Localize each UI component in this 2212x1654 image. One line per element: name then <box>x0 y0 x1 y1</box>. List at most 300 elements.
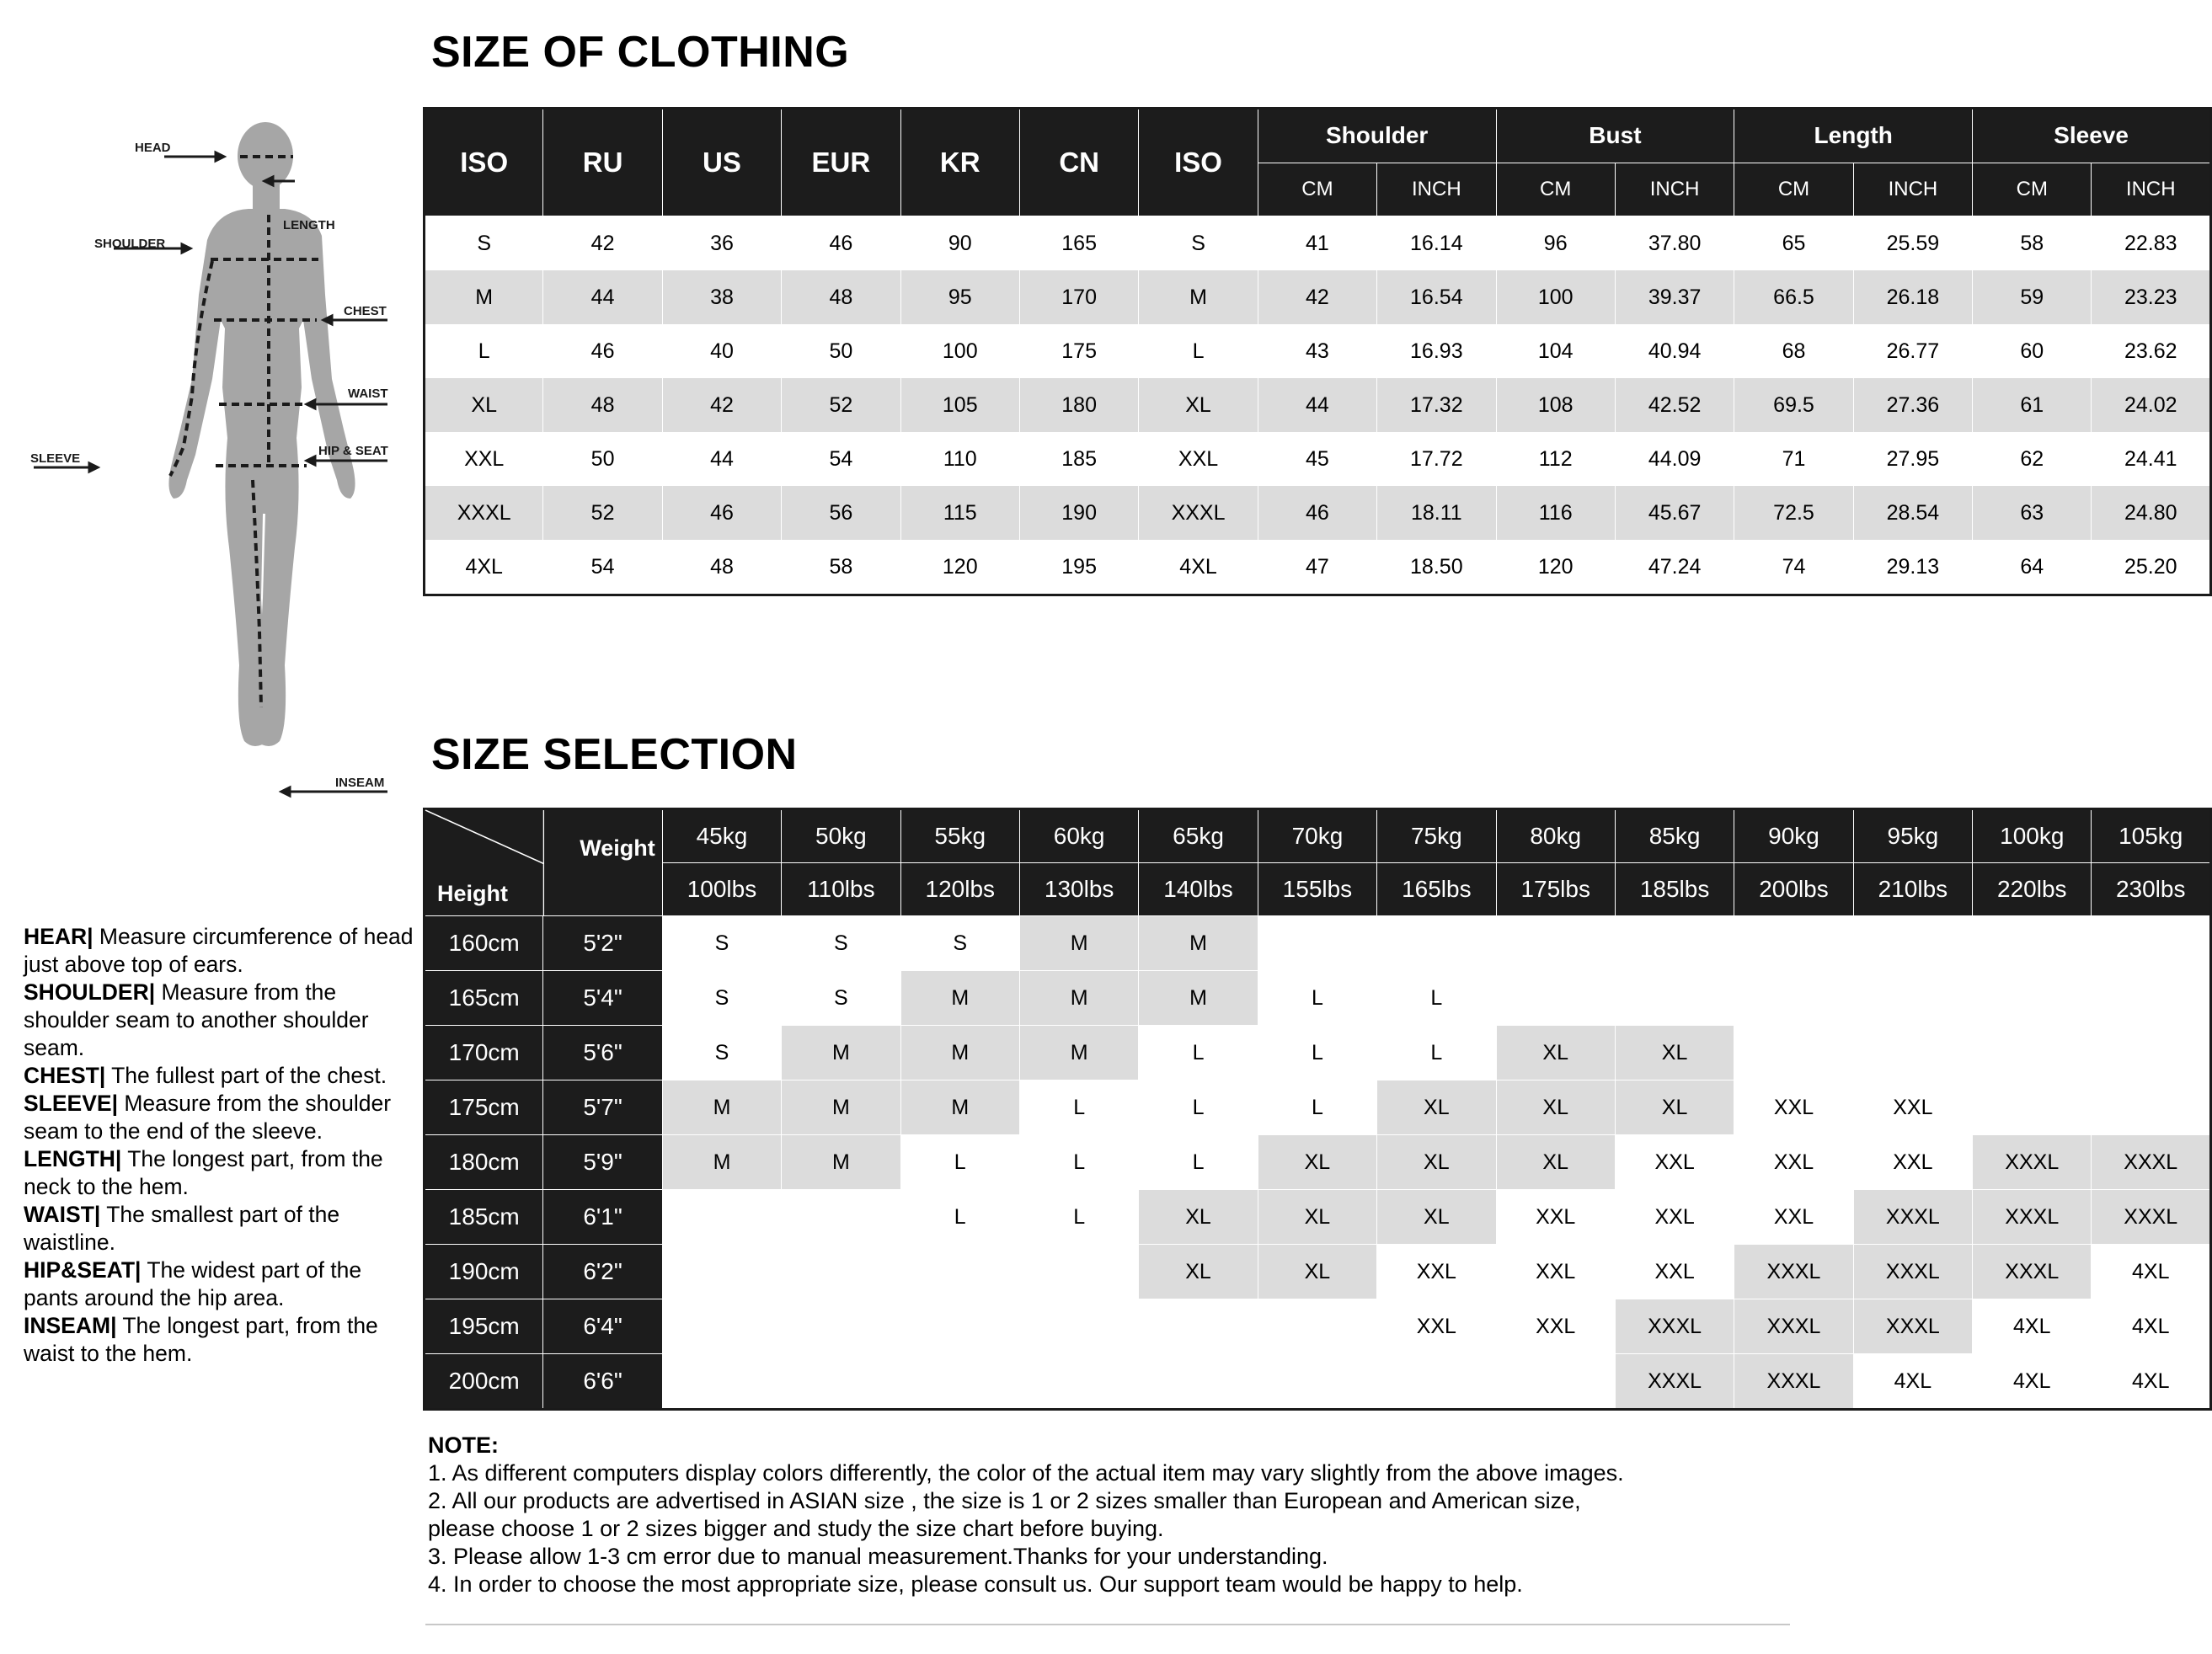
table-cell: 195 <box>1019 540 1138 595</box>
weight-lbs-header: 200lbs <box>1734 863 1853 916</box>
unit-inch: INCH <box>1615 163 1734 216</box>
table-cell: 26.18 <box>1853 270 1972 324</box>
table-cell: 36 <box>662 216 781 271</box>
size-cell <box>1377 1354 1496 1410</box>
table-cell: 42.52 <box>1615 378 1734 432</box>
weight-lbs-header: 185lbs <box>1615 863 1734 916</box>
selection-title: SIZE SELECTION <box>431 730 798 779</box>
height-ft-cell: 5'6" <box>543 1026 662 1080</box>
table-cell: 45 <box>1258 432 1376 486</box>
definition-term: WAIST| <box>24 1202 101 1227</box>
table-cell: 95 <box>900 270 1019 324</box>
size-cell: XXXL <box>1734 1245 1853 1299</box>
table-cell: 61 <box>1973 378 2092 432</box>
unit-inch: INCH <box>1377 163 1496 216</box>
height-cm-cell: 170cm <box>425 1026 543 1080</box>
definition-text: The widest part of the pants around the hip area. <box>24 1257 362 1310</box>
weight-label: Weight <box>580 835 655 861</box>
size-cell: XXL <box>1496 1190 1615 1245</box>
size-cell <box>1973 1026 2092 1080</box>
header-cn: CN <box>1019 109 1138 216</box>
table-cell: 46 <box>662 486 781 540</box>
table-cell: M <box>425 270 543 324</box>
size-cell <box>662 1190 781 1245</box>
table-row <box>425 1245 2211 1299</box>
table-cell: 28.54 <box>1853 486 1972 540</box>
table-row <box>425 1026 2211 1080</box>
label-chest: CHEST <box>344 304 387 318</box>
table-cell: 40 <box>662 324 781 378</box>
size-cell: L <box>1258 1026 1376 1080</box>
height-label: Height <box>437 881 508 906</box>
height-cm-cell: 200cm <box>425 1354 543 1410</box>
size-cell: L <box>900 1135 1019 1190</box>
note-line: please choose 1 or 2 sizes bigger and study the size chart before buying. <box>428 1516 1164 1541</box>
size-cell: XXL <box>1377 1299 1496 1354</box>
definition-item <box>24 1201 419 1257</box>
size-cell <box>1853 916 1972 971</box>
size-cell <box>782 1354 900 1410</box>
table-cell: 46 <box>1258 486 1376 540</box>
size-cell <box>662 1354 781 1410</box>
weight-kg-header: 50kg <box>782 809 900 863</box>
label-sleeve: SLEEVE <box>30 451 81 466</box>
size-cell: XXL <box>1853 1080 1972 1135</box>
size-cell <box>2092 1026 2211 1080</box>
table-cell: 68 <box>1734 324 1853 378</box>
table-cell: 54 <box>782 432 900 486</box>
definition-item <box>24 1312 419 1368</box>
table-cell: 45.67 <box>1615 486 1734 540</box>
table-cell: 69.5 <box>1734 378 1853 432</box>
table-cell: 44.09 <box>1615 432 1734 486</box>
definition-term: LENGTH| <box>24 1146 122 1171</box>
table-cell: XXL <box>425 432 543 486</box>
header-iso: ISO <box>425 109 543 216</box>
table-cell: S <box>425 216 543 271</box>
table-row <box>425 1299 2211 1354</box>
height-ft-cell: 6'6" <box>543 1354 662 1410</box>
size-cell <box>662 1299 781 1354</box>
label-length: LENGTH <box>283 218 335 232</box>
size-cell: XXL <box>1734 1080 1853 1135</box>
size-cell <box>1973 1080 2092 1135</box>
table-cell: 37.80 <box>1615 216 1734 271</box>
size-cell: XL <box>1377 1080 1496 1135</box>
table-cell: 47 <box>1258 540 1376 595</box>
height-ft-cell: 6'1" <box>543 1190 662 1245</box>
table-cell: 44 <box>1258 378 1376 432</box>
table-cell: 54 <box>543 540 662 595</box>
size-cell: XXL <box>1853 1135 1972 1190</box>
table-cell: 185 <box>1019 432 1138 486</box>
size-cell: S <box>900 916 1019 971</box>
size-cell: XXL <box>1496 1299 1615 1354</box>
size-cell: XXXL <box>1734 1354 1853 1410</box>
size-cell: XXXL <box>1615 1354 1734 1410</box>
size-cell: XL <box>1496 1026 1615 1080</box>
weight-kg-header: 85kg <box>1615 809 1734 863</box>
table-cell: 48 <box>543 378 662 432</box>
definition-text: The smallest part of the waistline. <box>24 1202 340 1255</box>
table-cell: 40.94 <box>1615 324 1734 378</box>
height-ft-cell: 5'9" <box>543 1135 662 1190</box>
size-cell: XL <box>1258 1135 1376 1190</box>
table-cell: 65 <box>1734 216 1853 271</box>
weight-kg-header: 100kg <box>1973 809 2092 863</box>
height-cm-cell: 165cm <box>425 971 543 1026</box>
weight-kg-header: 80kg <box>1496 809 1615 863</box>
size-cell: M <box>900 971 1019 1026</box>
size-cell: XXL <box>1734 1135 1853 1190</box>
size-cell <box>1496 916 1615 971</box>
size-cell: M <box>900 1026 1019 1080</box>
weight-kg-header: 55kg <box>900 809 1019 863</box>
bottom-divider <box>425 1624 1790 1625</box>
table-row <box>425 432 2211 486</box>
size-cell <box>1496 1354 1615 1410</box>
size-cell: S <box>662 916 781 971</box>
table-cell: 71 <box>1734 432 1853 486</box>
definition-term: HIP&SEAT| <box>24 1257 142 1283</box>
size-cell: L <box>1139 1135 1258 1190</box>
size-cell <box>900 1354 1019 1410</box>
size-cell: S <box>662 1026 781 1080</box>
size-cell: XL <box>1496 1080 1615 1135</box>
table-cell: 175 <box>1019 324 1138 378</box>
size-cell: L <box>1019 1080 1138 1135</box>
definition-text: Measure from the shoulder seam to another shoulder seam. <box>24 979 369 1060</box>
size-cell <box>782 1245 900 1299</box>
table-cell: 50 <box>543 432 662 486</box>
table-cell: 63 <box>1973 486 2092 540</box>
table-cell: 165 <box>1019 216 1138 271</box>
table-cell: 74 <box>1734 540 1853 595</box>
table-cell: 58 <box>782 540 900 595</box>
height-cm-cell: 175cm <box>425 1080 543 1135</box>
header-eur: EUR <box>782 109 900 216</box>
size-cell: M <box>1019 1026 1138 1080</box>
table-cell: 115 <box>900 486 1019 540</box>
size-cell: XL <box>1258 1245 1376 1299</box>
weight-kg-header: 95kg <box>1853 809 1972 863</box>
table-row <box>425 971 2211 1026</box>
size-cell: 4XL <box>1973 1354 2092 1410</box>
table-cell: 110 <box>900 432 1019 486</box>
table-cell: 120 <box>1496 540 1615 595</box>
size-cell: L <box>1377 1026 1496 1080</box>
size-cell: XXXL <box>1734 1299 1853 1354</box>
table-cell: 16.14 <box>1377 216 1496 271</box>
table-cell: 4XL <box>1139 540 1258 595</box>
size-cell: XXL <box>1615 1135 1734 1190</box>
size-cell: XXXL <box>1973 1135 2092 1190</box>
weight-kg-header: 75kg <box>1377 809 1496 863</box>
clothing-table-body <box>425 216 2211 595</box>
table-cell: 38 <box>662 270 781 324</box>
measurement-definitions <box>24 923 419 1368</box>
label-waist: WAIST <box>348 387 388 401</box>
definition-text: The fullest part of the chest. <box>105 1063 387 1088</box>
size-cell <box>782 1299 900 1354</box>
table-cell: 39.37 <box>1615 270 1734 324</box>
table-cell: 104 <box>1496 324 1615 378</box>
size-cell <box>1734 1026 1853 1080</box>
table-cell: 59 <box>1973 270 2092 324</box>
weight-lbs-header: 155lbs <box>1258 863 1376 916</box>
table-cell: XXXL <box>425 486 543 540</box>
size-cell <box>1615 916 1734 971</box>
table-cell: 100 <box>1496 270 1615 324</box>
note-line: 2. All our products are advertised in ASIAN size , the size is 1 or 2 sizes smaller than European and American size, <box>428 1488 1581 1513</box>
table-cell: 62 <box>1973 432 2092 486</box>
size-cell: L <box>1019 1190 1138 1245</box>
table-cell: XXL <box>1139 432 1258 486</box>
table-cell: 42 <box>543 216 662 271</box>
table-cell: 23.23 <box>2092 270 2211 324</box>
table-cell: 17.32 <box>1377 378 1496 432</box>
definition-text: The longest part, from the neck to the hem. <box>24 1146 383 1199</box>
table-cell: 46 <box>782 216 900 271</box>
definition-term: SHOULDER| <box>24 979 156 1005</box>
table-row <box>425 216 2211 271</box>
table-cell: L <box>1139 324 1258 378</box>
size-cell: S <box>782 971 900 1026</box>
weight-lbs-header: 230lbs <box>2092 863 2211 916</box>
weight-kg-header: 90kg <box>1734 809 1853 863</box>
unit-cm: CM <box>1258 163 1376 216</box>
table-cell: 25.59 <box>1853 216 1972 271</box>
table-cell: 43 <box>1258 324 1376 378</box>
size-cell: M <box>1019 971 1138 1026</box>
size-cell: XXXL <box>1973 1245 2092 1299</box>
table-cell: 120 <box>900 540 1019 595</box>
clothing-size-table <box>423 107 2212 596</box>
header-iso-2: ISO <box>1139 109 1258 216</box>
size-cell <box>1734 971 1853 1026</box>
table-cell: 112 <box>1496 432 1615 486</box>
size-cell: XXXL <box>1973 1190 2092 1245</box>
size-selection-table <box>423 808 2212 1411</box>
table-cell: 41 <box>1258 216 1376 271</box>
size-cell: S <box>782 916 900 971</box>
height-ft-cell: 5'7" <box>543 1080 662 1135</box>
unit-cm: CM <box>1973 163 2092 216</box>
table-cell: 170 <box>1019 270 1138 324</box>
size-cell: XXL <box>1496 1245 1615 1299</box>
height-ft-cell: 5'4" <box>543 971 662 1026</box>
table-cell: 52 <box>543 486 662 540</box>
table-cell: 29.13 <box>1853 540 1972 595</box>
size-cell <box>2092 916 2211 971</box>
size-cell <box>1258 916 1376 971</box>
unit-cm: CM <box>1734 163 1853 216</box>
definition-item <box>24 1145 419 1201</box>
body-measurement-figure <box>17 126 404 859</box>
table-cell: 27.95 <box>1853 432 1972 486</box>
definition-item <box>24 979 419 1062</box>
table-cell: 16.54 <box>1377 270 1496 324</box>
size-cell: L <box>1258 1080 1376 1135</box>
weight-kg-header: 65kg <box>1139 809 1258 863</box>
table-cell: 24.02 <box>2092 378 2211 432</box>
table-cell: 42 <box>662 378 781 432</box>
weight-lbs-header: 220lbs <box>1973 863 2092 916</box>
table-cell: XL <box>1139 378 1258 432</box>
table-cell: 72.5 <box>1734 486 1853 540</box>
size-cell: 4XL <box>2092 1354 2211 1410</box>
size-cell: XXL <box>1615 1190 1734 1245</box>
table-cell: 17.72 <box>1377 432 1496 486</box>
table-cell: 26.77 <box>1853 324 1972 378</box>
table-cell: 18.11 <box>1377 486 1496 540</box>
size-cell <box>1377 916 1496 971</box>
header-sleeve: Sleeve <box>1973 109 2211 163</box>
height-ft-cell: 6'2" <box>543 1245 662 1299</box>
table-row <box>425 324 2211 378</box>
weight-lbs-header: 175lbs <box>1496 863 1615 916</box>
table-cell: 4XL <box>425 540 543 595</box>
definition-item <box>24 1062 419 1090</box>
size-cell <box>1973 971 2092 1026</box>
size-cell <box>2092 1080 2211 1135</box>
table-cell: 47.24 <box>1615 540 1734 595</box>
size-cell: XXL <box>1615 1245 1734 1299</box>
size-cell <box>1019 1245 1138 1299</box>
table-cell: 96 <box>1496 216 1615 271</box>
table-cell: 116 <box>1496 486 1615 540</box>
size-cell: L <box>1139 1080 1258 1135</box>
note-line: 1. As different computers display colors differently, the color of the actual item may vary slightly from the above images. <box>428 1460 1624 1486</box>
size-cell: XXXL <box>1853 1299 1972 1354</box>
table-cell: M <box>1139 270 1258 324</box>
body-silhouette <box>168 122 355 746</box>
table-cell: 16.93 <box>1377 324 1496 378</box>
height-ft-cell: 6'4" <box>543 1299 662 1354</box>
table-cell: 66.5 <box>1734 270 1853 324</box>
table-cell: 24.80 <box>2092 486 2211 540</box>
size-cell <box>1258 1354 1376 1410</box>
table-cell: 105 <box>900 378 1019 432</box>
label-shoulder: SHOULDER <box>94 237 166 251</box>
table-row <box>425 1354 2211 1410</box>
weight-kg-header: 60kg <box>1019 809 1138 863</box>
size-cell: M <box>662 1135 781 1190</box>
size-cell: L <box>1019 1135 1138 1190</box>
size-cell: XL <box>1615 1080 1734 1135</box>
table-cell: 108 <box>1496 378 1615 432</box>
definition-term: INSEAM| <box>24 1313 117 1338</box>
table-row <box>425 1190 2211 1245</box>
height-cm-cell: 190cm <box>425 1245 543 1299</box>
definition-text: Measure from the shoulder seam to the end of the sleeve. <box>24 1091 392 1144</box>
size-cell: M <box>900 1080 1019 1135</box>
height-cm-cell: 160cm <box>425 916 543 971</box>
definition-term: CHEST| <box>24 1063 106 1088</box>
table-cell: 23.62 <box>2092 324 2211 378</box>
weight-kg-header: 45kg <box>662 809 781 863</box>
size-cell <box>1734 916 1853 971</box>
size-cell: L <box>1139 1026 1258 1080</box>
table-row <box>425 1080 2211 1135</box>
size-cell: XL <box>1496 1135 1615 1190</box>
table-row <box>425 270 2211 324</box>
size-cell <box>1496 971 1615 1026</box>
size-cell: XXL <box>1377 1245 1496 1299</box>
header-us: US <box>662 109 781 216</box>
table-cell: 46 <box>543 324 662 378</box>
table-cell: 44 <box>543 270 662 324</box>
height-cm-cell: 185cm <box>425 1190 543 1245</box>
header-length: Length <box>1734 109 1973 163</box>
size-cell: M <box>1019 916 1138 971</box>
size-cell <box>2092 971 2211 1026</box>
unit-inch: INCH <box>2092 163 2211 216</box>
definition-item <box>24 1090 419 1145</box>
size-cell: L <box>1377 971 1496 1026</box>
size-cell: XXXL <box>1853 1190 1972 1245</box>
size-cell: XL <box>1139 1190 1258 1245</box>
weight-kg-header: 105kg <box>2092 809 2211 863</box>
weight-lbs-header: 100lbs <box>662 863 781 916</box>
table-cell: 64 <box>1973 540 2092 595</box>
table-cell: 50 <box>782 324 900 378</box>
table-cell: 58 <box>1973 216 2092 271</box>
table-cell: 52 <box>782 378 900 432</box>
table-row <box>425 916 2211 971</box>
table-cell: 42 <box>1258 270 1376 324</box>
label-head: HEAD <box>135 141 171 155</box>
table-cell: 48 <box>662 540 781 595</box>
table-cell: 48 <box>782 270 900 324</box>
weight-lbs-header: 110lbs <box>782 863 900 916</box>
size-cell <box>1615 971 1734 1026</box>
table-cell: XXXL <box>1139 486 1258 540</box>
table-cell: 56 <box>782 486 900 540</box>
size-cell: M <box>782 1135 900 1190</box>
size-cell <box>1139 1299 1258 1354</box>
size-cell <box>662 1245 781 1299</box>
size-cell: M <box>1139 916 1258 971</box>
unit-inch: INCH <box>1853 163 1972 216</box>
size-cell: 4XL <box>1853 1354 1972 1410</box>
selection-table-body <box>425 916 2211 1410</box>
height-ft-cell: 5'2" <box>543 916 662 971</box>
definition-text: Measure circumference of head just above top of ears. <box>24 924 414 977</box>
size-cell <box>1258 1299 1376 1354</box>
table-cell: XL <box>425 378 543 432</box>
weight-lbs-header: 165lbs <box>1377 863 1496 916</box>
table-cell: 18.50 <box>1377 540 1496 595</box>
definition-item <box>24 1257 419 1312</box>
size-cell: S <box>662 971 781 1026</box>
size-cell <box>1019 1354 1138 1410</box>
size-cell <box>1853 1026 1972 1080</box>
size-cell <box>1853 971 1972 1026</box>
definition-term: SLEEVE| <box>24 1091 118 1116</box>
size-cell: M <box>1139 971 1258 1026</box>
table-cell: 25.20 <box>2092 540 2211 595</box>
size-cell: 4XL <box>1973 1299 2092 1354</box>
header-bust: Bust <box>1496 109 1734 163</box>
definition-item <box>24 923 419 979</box>
size-cell: XL <box>1377 1135 1496 1190</box>
size-cell <box>1139 1354 1258 1410</box>
size-cell: 4XL <box>2092 1245 2211 1299</box>
size-cell <box>1019 1299 1138 1354</box>
label-hip-seat: HIP & SEAT <box>318 444 388 458</box>
weight-lbs-header: 140lbs <box>1139 863 1258 916</box>
